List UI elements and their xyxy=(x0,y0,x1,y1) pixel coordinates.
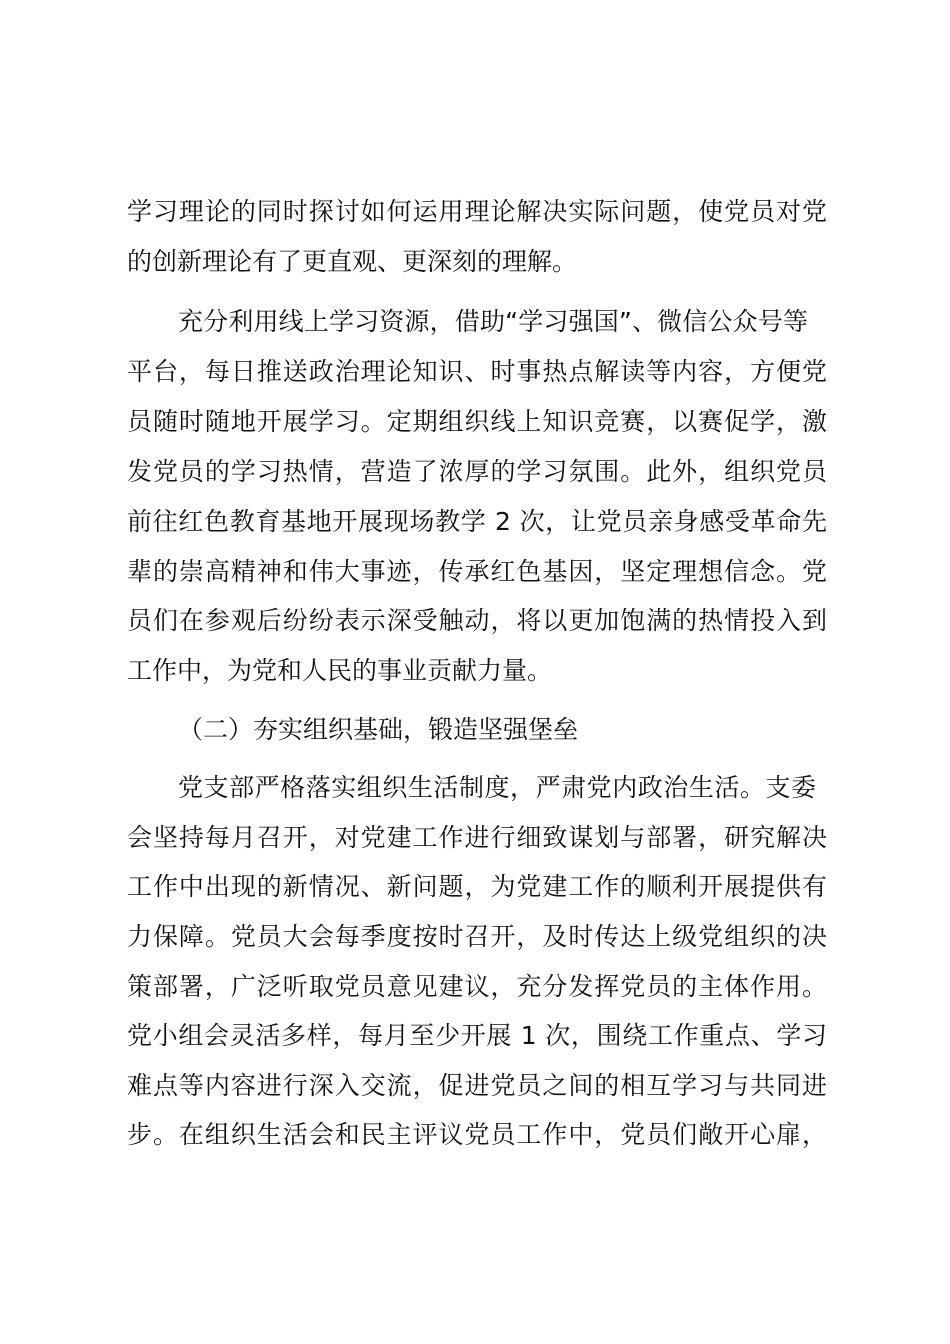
paragraph-line: 党小组会灵活多样，每月至少开展 1 次，围绕工作重点、学习 xyxy=(127,1021,827,1050)
paragraph-line: 充分利用线上学习资源，借助“学习强国”、微信公众号等 xyxy=(178,307,808,336)
paragraph-line: 策部署，广泛听取党员意见建议，充分发挥党员的主体作用。 xyxy=(127,972,827,1001)
paragraph-line: 辈的崇高精神和伟大事迹，传承红色基因，坚定理想信念。党 xyxy=(127,557,827,586)
paragraph-line: 员们在参观后纷纷表示深受触动，将以更加饱满的热情投入到 xyxy=(127,606,827,635)
paragraph-line: 平台，每日推送政治理论知识、时事热点解读等内容，方便党 xyxy=(127,357,827,386)
paragraph-line: 工作中，为党和人民的事业贡献力量。 xyxy=(127,656,553,685)
paragraph-line: 发党员的学习热情，营造了浓厚的学习氛围。此外，组织党员 xyxy=(127,457,827,486)
paragraph-line: 步。在组织生活会和民主评议党员工作中，党员们敞开心扉， xyxy=(127,1120,827,1149)
paragraph-line: 员随时随地开展学习。定期组织线上知识竞赛，以赛促学，激 xyxy=(127,407,827,436)
paragraph-line: 会坚持每月召开，对党建工作进行细致谋划与部署，研究解决 xyxy=(127,823,827,852)
paragraph-line: 难点等内容进行深入交流，促进党员之间的相互学习与共同进 xyxy=(127,1071,827,1100)
paragraph-line: 前往红色教育基地开展现场教学 2 次，让党员亲身感受革命先 xyxy=(127,507,827,536)
section-heading: （二）夯实组织基础，锻造坚强堡垒 xyxy=(178,715,579,744)
paragraph-line: 党支部严格落实组织生活制度，严肃党内政治生活。支委 xyxy=(178,773,816,802)
paragraph-line: 工作中出现的新情况、新问题，为党建工作的顺利开展提供有 xyxy=(127,872,827,901)
paragraph-line: 的创新理论有了更直观、更深刻的理解。 xyxy=(127,247,578,276)
paragraph-line: 学习理论的同时探讨如何运用理论解决实际问题，使党员对党 xyxy=(127,197,827,226)
paragraph-line: 力保障。党员大会每季度按时召开，及时传达上级党组织的决 xyxy=(127,922,827,951)
